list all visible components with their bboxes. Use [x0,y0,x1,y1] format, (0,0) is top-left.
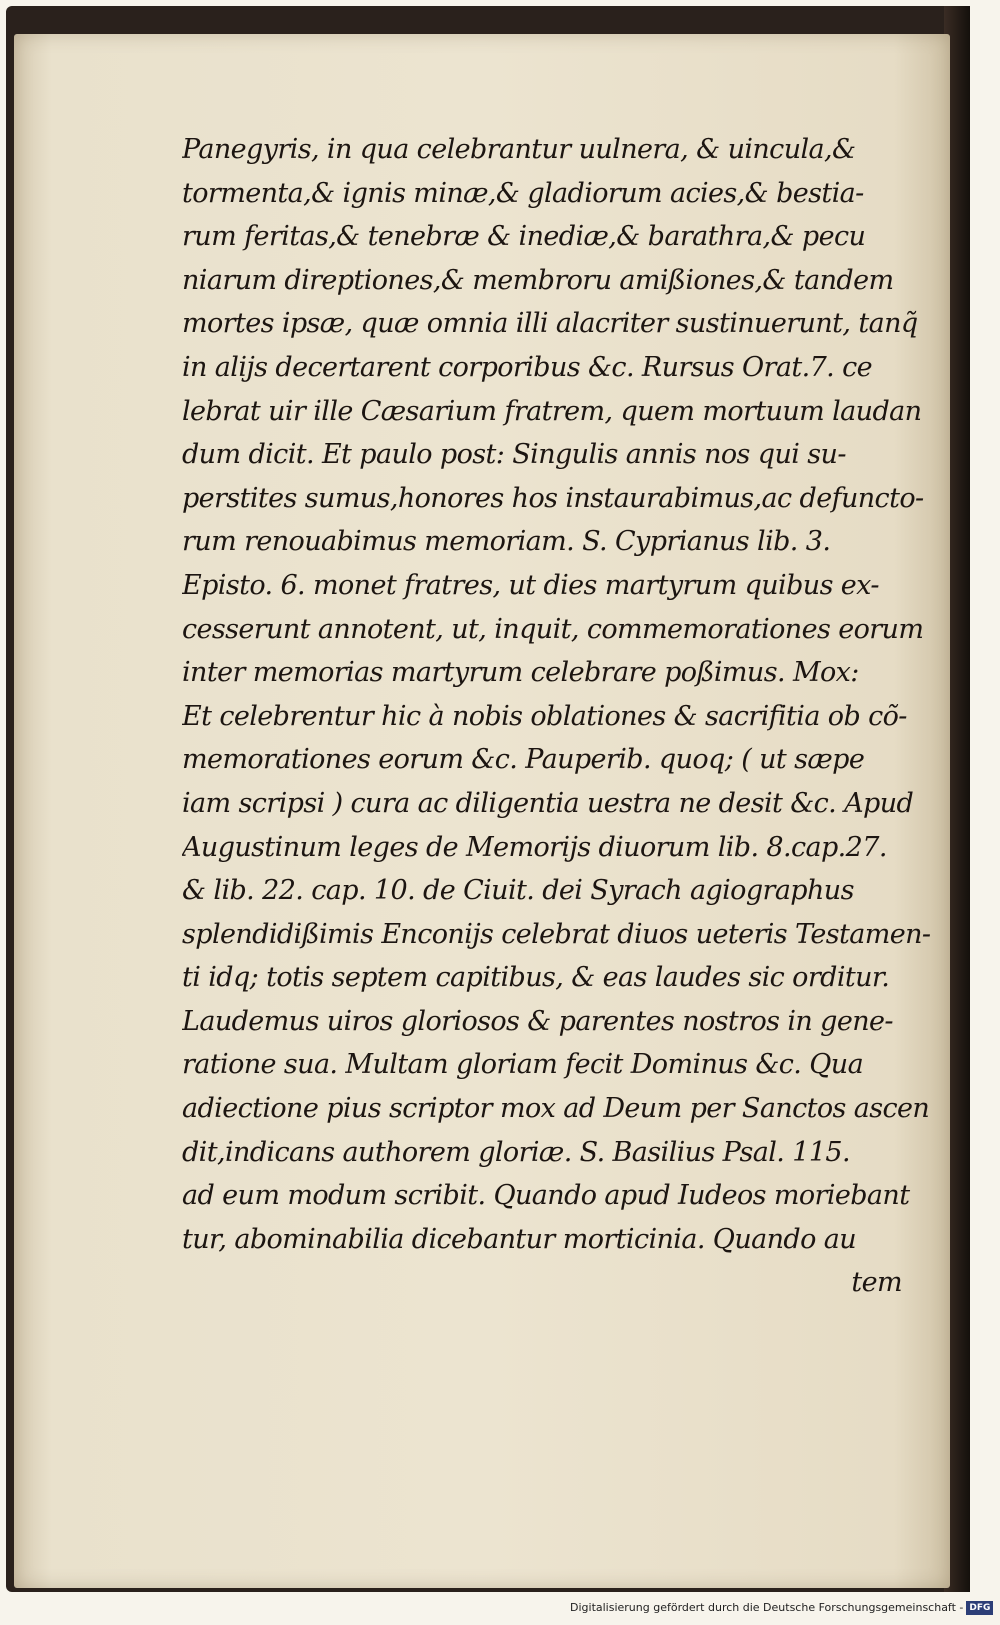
text-line: Et celebrentur hic à nobis oblationes & sacrifitia ob cõ- [182,700,907,732]
text-line: mortes ipsæ, quæ omnia illi alacriter sustinuerunt, tanq̃ [182,308,918,340]
text-line: perstites sumus,honores hos instaurabimus,ac defuncto- [182,482,924,514]
text-line: splendidißimis Enconijs celebrat diuos ueteris Testamen- [182,918,931,950]
text-line: iam scripsi ) cura ac diligentia uestra ne desit &c. Apud [182,787,914,819]
text-line: in alijs decertarent corporibus &c. Rursus Orat.7. ce [182,351,873,383]
text-line: memorationes eorum &c. Pauperib. quoq; ( ut sæpe [182,744,865,776]
text-line: ratione sua. Multam gloriam fecit Dominus &c. Qua [182,1049,864,1081]
digitization-credit [570,1598,991,1618]
text-line: niarum direptiones,& membroru amißiones,& tandem [182,264,894,296]
credit-text: Digitalisierung gefördert durch die Deutsche Forschungsgemeinschaft - [570,1601,964,1614]
text-line: rum feritas,& tenebræ & inediæ,& barathra,& pecu [182,221,866,253]
text-line: ad eum modum scribit. Quando apud Iudeos moriebant [182,1180,910,1212]
text-line: tur, abominabilia dicebantur morticinia. Quando au [182,1223,857,1255]
text-line: lebrat uir ille Cæsarium fratrem, quem mortuum laudan [182,395,922,427]
text-line: cesserunt annotent, ut, inquit, commemorationes eorum [182,613,924,645]
text-line: adiectione pius scriptor mox ad Deum per Sanctos ascen [182,1093,930,1125]
text-line: Laudemus uiros gloriosos & parentes nostros in gene- [182,1005,893,1037]
text-line: Panegyris, in qua celebrantur uulnera, & uincula,& [182,134,856,165]
text-line: & lib. 22. cap. 10. de Ciuit. dei Syrach agiographus [182,875,854,907]
text-line: Episto. 6. monet fratres, ut dies martyrum quibus ex- [182,569,879,601]
page-text [182,128,942,1305]
text-line: dum dicit. Et paulo post: Singulis annis nos qui su- [182,439,846,471]
text-line: ti idq; totis septem capitibus, & eas laudes sic orditur. [182,962,890,994]
text-line: rum renouabimus memoriam. S. Cyprianus lib. 3. [182,526,831,558]
text-line: Augustinum leges de Memorijs diuorum lib. 8.cap.27. [182,831,887,863]
catchword: tem [851,1267,902,1299]
text-line: tormenta,& ignis minæ,& gladiorum acies,& bestia- [182,177,864,209]
text-line: dit,indicans authorem gloriæ. S. Basilius Psal. 115. [182,1136,850,1168]
text-line: inter memorias martyrum celebrare poßimus. Mox: [182,657,859,689]
dfg-logo: DFG [966,1601,993,1615]
